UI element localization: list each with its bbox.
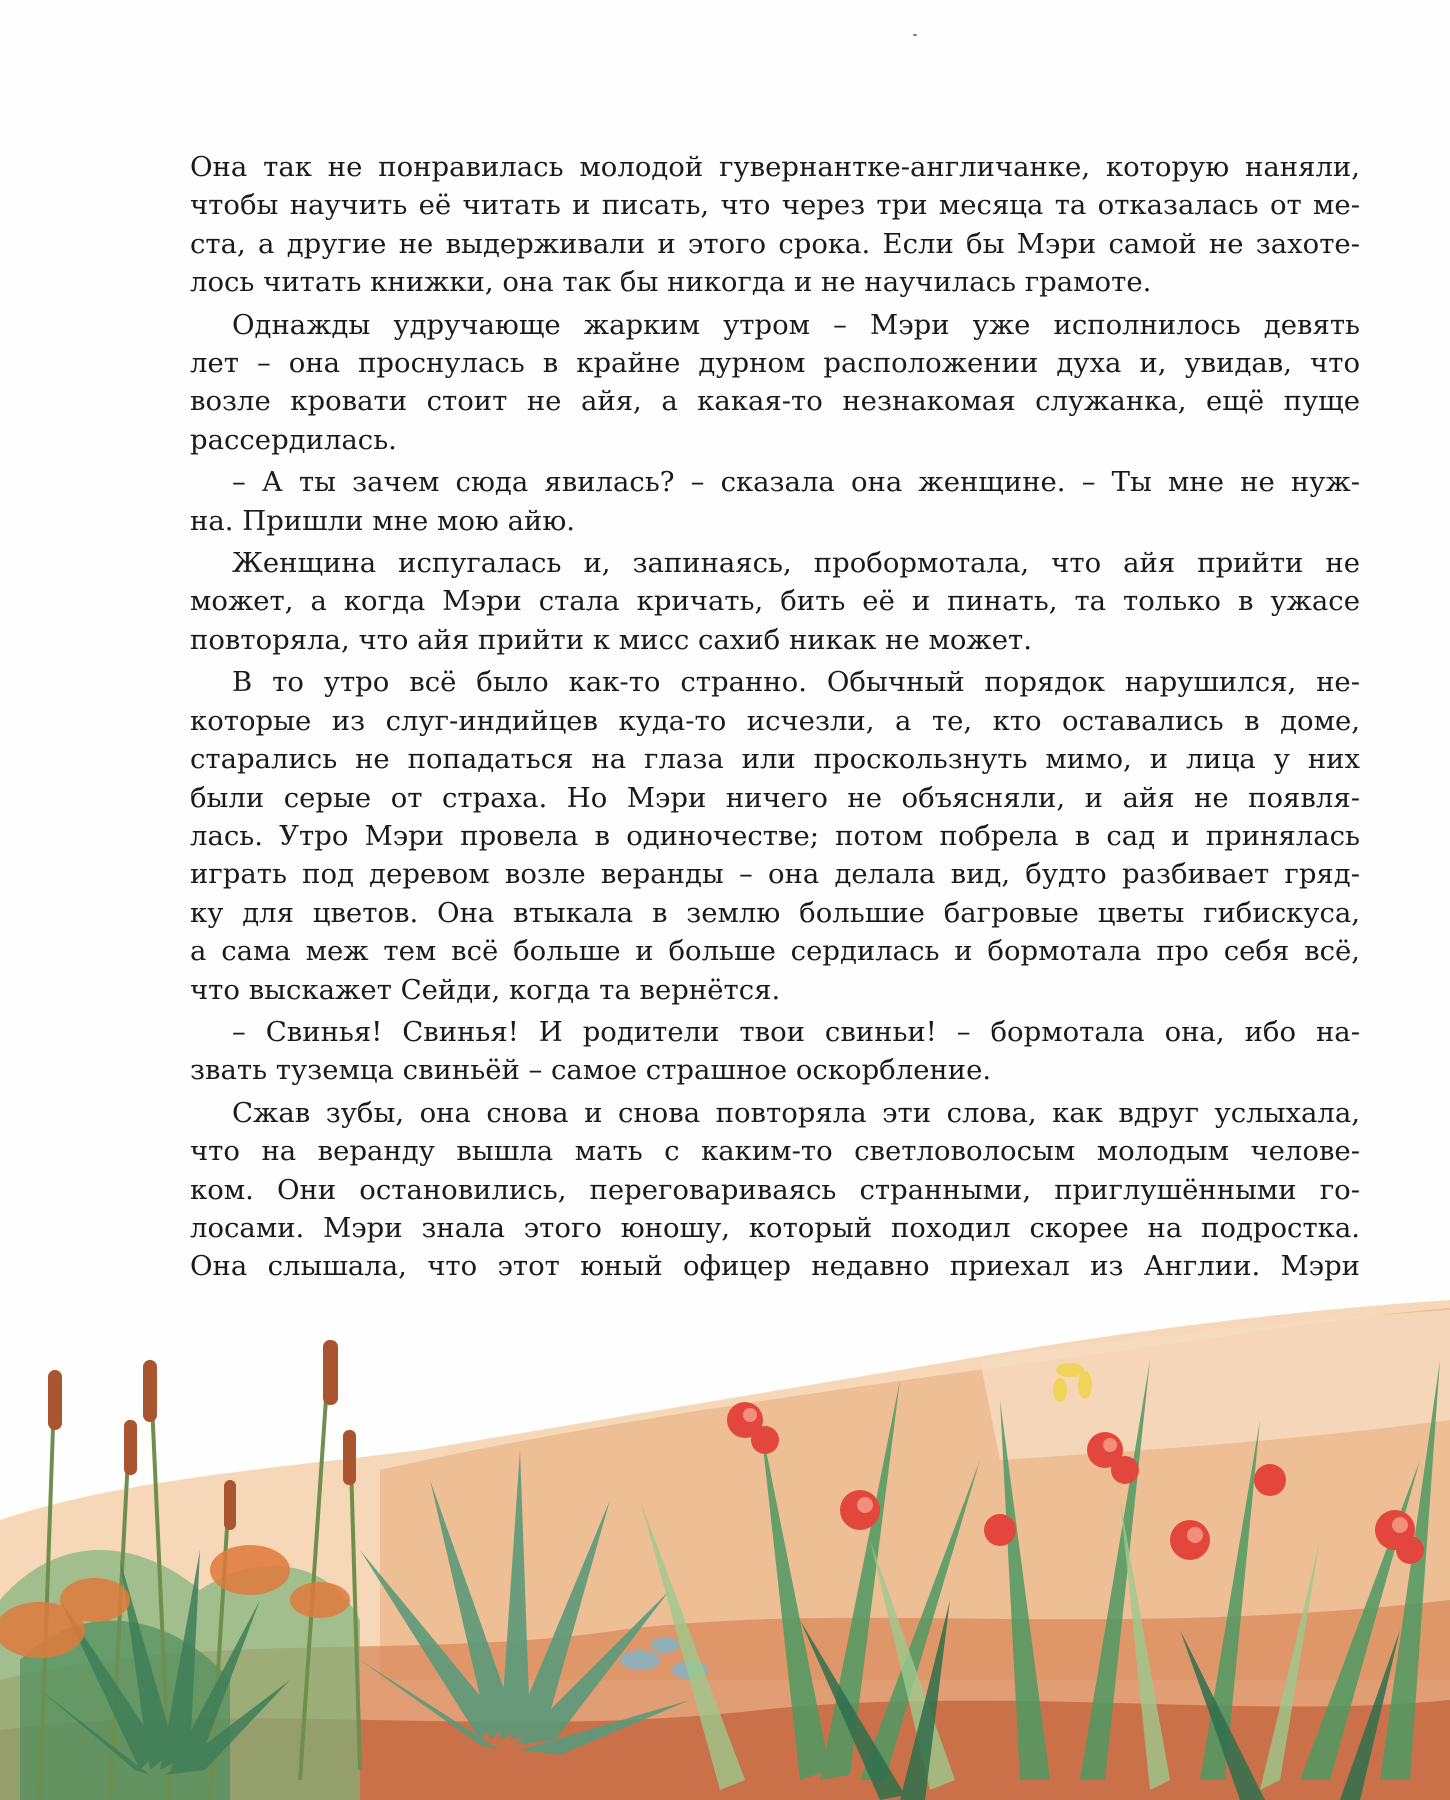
paper-speck [913, 34, 917, 36]
paragraph [190, 306, 1360, 460]
text-line: на. Пришли мне мою айю. [190, 504, 575, 537]
text-line: Она слышала, что этот юный офицер недавно приехал из Англии. Мэри [190, 1250, 1360, 1283]
text-line: звать туземца свиньёй – самое страшное оскорбление. [190, 1054, 992, 1087]
text-line: чтобы научить её читать и писать, что через три месяца та отказалась от ме- [190, 189, 1360, 222]
text-line: что на веранду вышла мать с каким-то светловолосым молодым челове- [190, 1135, 1360, 1168]
text-line: может, а когда Мэри стала кричать, бить её и пинать, та только в ужасе [190, 585, 1360, 618]
text-line: возле кровати стоит не айя, а какая-то незнакомая служанка, ещё пуще [190, 385, 1360, 418]
text-line: старались не попадаться на глаза или проскользнуть мимо, и лица у них [190, 743, 1360, 776]
text-line: – Свинья! Свинья! И родители твои свиньи! – бормотала она, ибо на- [232, 1015, 1360, 1048]
text-line: ста, а другие не выдерживали и этого срока. Если бы Мэри самой не захоте- [190, 227, 1360, 260]
text-line: Однажды удручающе жарким утром – Мэри уже исполнилось девять [232, 308, 1360, 341]
text-line: повторяла, что айя прийти к мисс сахиб никак не может. [190, 623, 1032, 656]
text-line: лосами. Мэри знала этого юношу, который походил скорее на подростка. [190, 1211, 1360, 1244]
text-line: Сжав зубы, она снова и снова повторяла эти слова, как вдруг услыхала, [232, 1096, 1360, 1129]
text-line: лась. Утро Мэри провела в одиночестве; потом побрела в сад и принялась [190, 819, 1360, 852]
text-line: которые из слуг-индийцев куда-то исчезли, а те, кто оставались в доме, [190, 704, 1360, 737]
paragraph [190, 463, 1360, 540]
text-line: рассердилась. [190, 423, 397, 456]
garden-illustration-icon [0, 1300, 1450, 1800]
body-text [190, 148, 1360, 1286]
text-line: ку для цветов. Она втыкала в землю большие багровые цветы гибискуса, [190, 896, 1360, 929]
text-line: были серые от страха. Но Мэри ничего не объясняли, и айя не появля- [190, 781, 1360, 814]
text-line: что выскажет Сейди, когда та вернётся. [190, 973, 781, 1006]
text-line: а сама меж тем всё больше и больше сердилась и бормотала про себя всё, [190, 935, 1360, 968]
paragraph [190, 663, 1360, 1009]
text-line: Она так не понравилась молодой гувернантке-англичанке, которую наняли, [190, 151, 1360, 183]
text-line: лет – она проснулась в крайне дурном расположении духа и, увидав, что [190, 347, 1360, 380]
text-line: – А ты зачем сюда явилась? – сказала она женщине. – Ты мне не нуж- [232, 466, 1360, 499]
paragraph [190, 544, 1360, 659]
text-line: ком. Они остановились, переговариваясь странными, приглушёнными го- [190, 1173, 1360, 1206]
text-line: Женщина испугалась и, запинаясь, пробормотала, что айя прийти не [232, 547, 1360, 580]
text-line: В то утро всё было как-то странно. Обычный порядок нарушился, не- [232, 666, 1360, 699]
paragraph [190, 148, 1360, 302]
text-line: лось читать книжки, она так бы никогда и не научилась грамоте. [190, 266, 1152, 299]
text-line: играть под деревом возле веранды – она делала вид, будто разбивает гряд- [190, 858, 1360, 891]
paragraph [190, 1013, 1360, 1090]
paragraph [190, 1094, 1360, 1286]
